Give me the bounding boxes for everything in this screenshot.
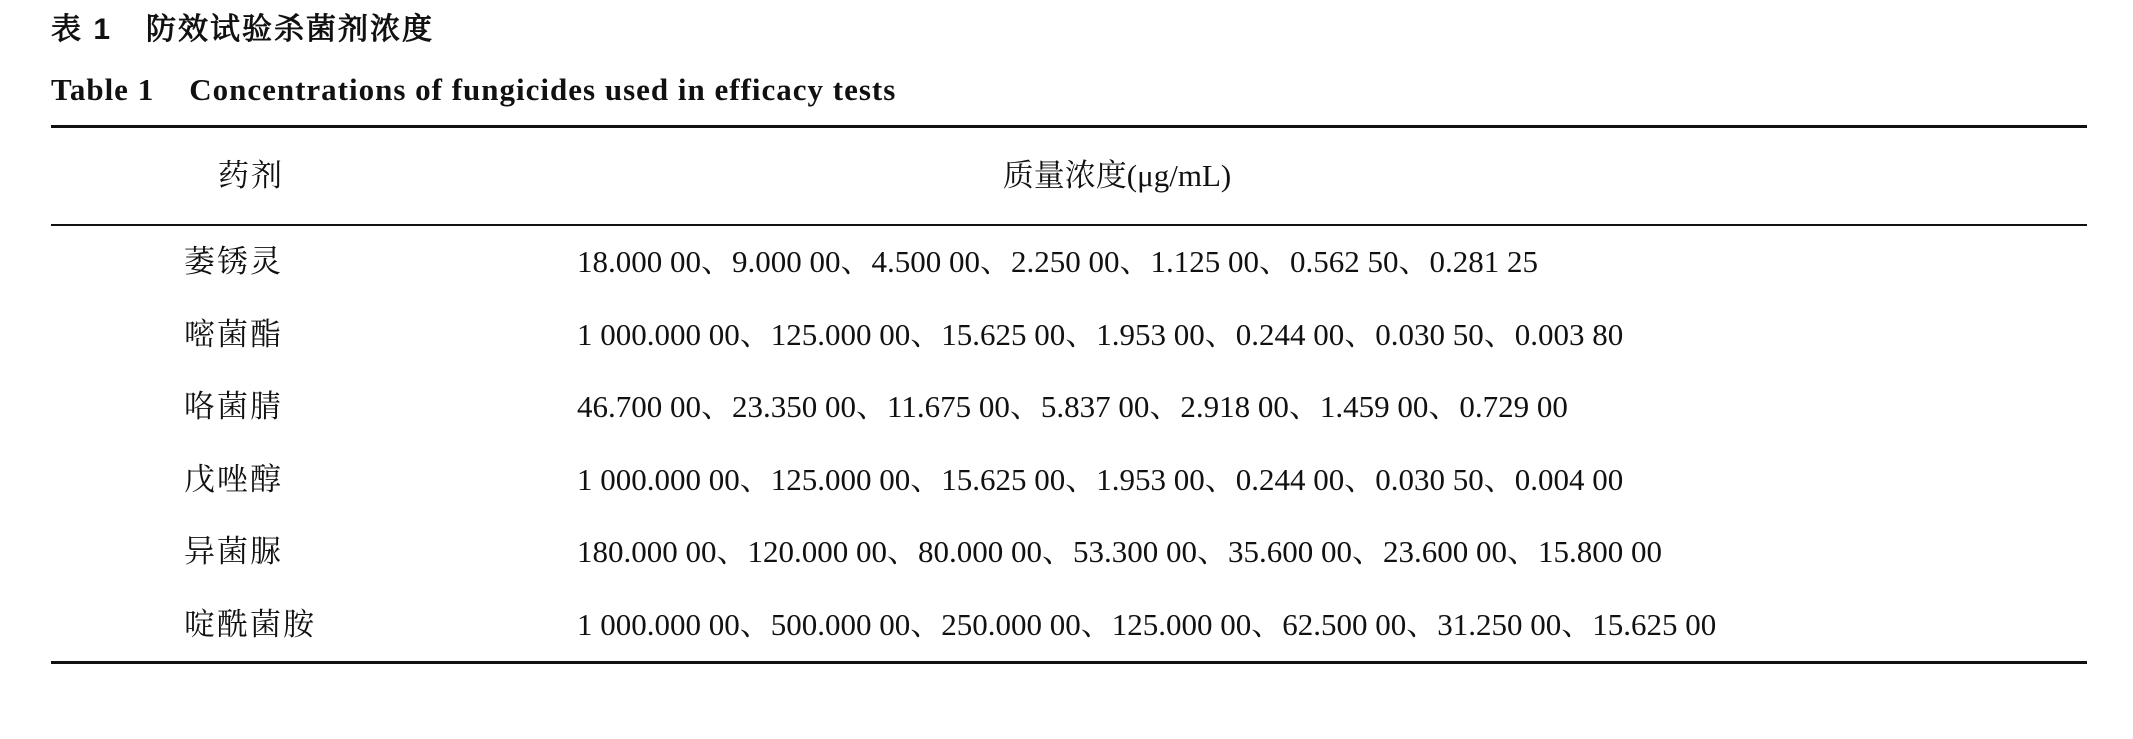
value-separator: 、 bbox=[1483, 316, 1515, 352]
concentration-cell bbox=[577, 299, 1623, 372]
concentration-value: 1 000.000 00 bbox=[577, 316, 740, 352]
concentration-value: 15.625 00 bbox=[941, 316, 1066, 352]
table-title-chinese: 防效试验杀菌剂浓度 bbox=[146, 13, 435, 46]
value-separator: 、 bbox=[1507, 534, 1538, 569]
column-header-fungicide: 药剂 bbox=[218, 158, 284, 193]
value-separator: 、 bbox=[1483, 461, 1515, 497]
value-separator: 、 bbox=[910, 316, 942, 352]
table-row bbox=[51, 516, 2087, 589]
table-caption-english bbox=[51, 72, 896, 108]
value-separator: 、 bbox=[1352, 534, 1383, 569]
concentration-value: 1.953 00 bbox=[1096, 461, 1205, 497]
concentration-value: 180.000 00 bbox=[577, 534, 717, 569]
value-separator: 、 bbox=[739, 461, 771, 497]
value-separator: 、 bbox=[1042, 534, 1073, 569]
concentration-value: 5.837 00 bbox=[1040, 389, 1150, 424]
concentration-value: 35.600 00 bbox=[1228, 534, 1352, 569]
value-separator: 、 bbox=[1344, 316, 1376, 352]
value-separator: 、 bbox=[1288, 389, 1320, 424]
concentration-value: 46.700 00 bbox=[577, 389, 701, 424]
concentration-value: 0.030 50 bbox=[1375, 461, 1484, 497]
concentration-value: 125.000 00 bbox=[1111, 606, 1252, 642]
value-separator: 、 bbox=[1204, 461, 1236, 497]
value-separator: 、 bbox=[887, 534, 918, 569]
concentration-value: 2.250 00 bbox=[1011, 244, 1120, 279]
concentration-value: 18.000 00 bbox=[577, 244, 701, 279]
table-label-chinese: 表 1 bbox=[51, 13, 113, 46]
value-separator: 、 bbox=[980, 244, 1011, 279]
table-row bbox=[51, 371, 2087, 444]
concentration-value: 31.250 00 bbox=[1437, 606, 1562, 642]
value-separator: 、 bbox=[1561, 606, 1593, 642]
value-separator: 、 bbox=[840, 244, 872, 279]
concentration-value: 23.350 00 bbox=[732, 389, 856, 424]
concentration-value: 9.000 00 bbox=[732, 244, 841, 279]
concentration-value: 0.004 00 bbox=[1514, 461, 1624, 497]
table-label-english: Table 1 bbox=[51, 72, 155, 107]
concentration-value: 4.500 00 bbox=[871, 244, 980, 279]
table-title-english: Concentrations of fungicides used in efficacy tests bbox=[189, 72, 897, 107]
concentration-value: 1.953 00 bbox=[1096, 316, 1205, 352]
table-row bbox=[51, 444, 2087, 517]
fungicide-name-cell: 戊唑醇 bbox=[184, 461, 283, 497]
concentration-value: 11.675 00 bbox=[887, 389, 1010, 424]
value-separator: 、 bbox=[1009, 389, 1041, 424]
concentration-value: 0.729 00 bbox=[1459, 389, 1568, 424]
value-separator: 、 bbox=[910, 606, 942, 642]
value-separator: 、 bbox=[739, 606, 771, 642]
concentration-value: 0.244 00 bbox=[1235, 316, 1345, 352]
table-body bbox=[51, 226, 2087, 661]
concentration-value: 2.918 00 bbox=[1180, 389, 1289, 424]
value-separator: 、 bbox=[1204, 316, 1236, 352]
concentration-cell bbox=[577, 589, 1716, 662]
table-row bbox=[51, 226, 2087, 299]
value-separator: 、 bbox=[856, 389, 887, 424]
value-separator: 、 bbox=[716, 534, 748, 569]
fungicide-name-cell: 啶酰菌胺 bbox=[184, 606, 316, 642]
value-separator: 、 bbox=[1065, 316, 1097, 352]
value-separator: 、 bbox=[910, 461, 942, 497]
fungicide-concentration-table bbox=[51, 125, 2087, 664]
concentration-value: 15.625 00 bbox=[1592, 606, 1717, 642]
value-separator: 、 bbox=[1428, 389, 1460, 424]
value-separator: 、 bbox=[1251, 606, 1283, 642]
concentration-value: 0.003 80 bbox=[1514, 316, 1624, 352]
concentration-value: 15.625 00 bbox=[941, 461, 1066, 497]
concentration-cell bbox=[577, 226, 1538, 299]
concentration-cell bbox=[577, 516, 1662, 589]
value-separator: 、 bbox=[1119, 244, 1151, 279]
fungicide-name-cell: 嘧菌酯 bbox=[184, 316, 283, 352]
fungicide-name-cell: 萎锈灵 bbox=[184, 244, 283, 279]
value-separator: 、 bbox=[1065, 461, 1097, 497]
value-separator: 、 bbox=[1197, 534, 1228, 569]
value-separator: 、 bbox=[701, 389, 732, 424]
concentration-value: 125.000 00 bbox=[770, 461, 911, 497]
concentration-cell bbox=[577, 371, 1568, 444]
column-header-concentration: 质量浓度(μg/mL) bbox=[1002, 158, 1232, 193]
concentration-value: 1 000.000 00 bbox=[577, 606, 740, 642]
table-row bbox=[51, 299, 2087, 372]
value-separator: 、 bbox=[1406, 606, 1438, 642]
value-separator: 、 bbox=[701, 244, 732, 279]
concentration-value: 0.244 00 bbox=[1235, 461, 1345, 497]
value-separator: 、 bbox=[1259, 244, 1290, 279]
concentration-value: 15.800 00 bbox=[1538, 534, 1662, 569]
concentration-value: 23.600 00 bbox=[1383, 534, 1507, 569]
value-separator: 、 bbox=[1080, 606, 1112, 642]
value-separator: 、 bbox=[1344, 461, 1376, 497]
value-separator: 、 bbox=[1398, 244, 1430, 279]
concentration-value: 53.300 00 bbox=[1073, 534, 1197, 569]
fungicide-name-cell: 异菌脲 bbox=[184, 534, 283, 569]
fungicide-name-cell: 咯菌腈 bbox=[184, 389, 283, 424]
concentration-value: 500.000 00 bbox=[770, 606, 911, 642]
concentration-value: 1.125 00 bbox=[1150, 244, 1259, 279]
value-separator: 、 bbox=[1149, 389, 1181, 424]
concentration-value: 1 000.000 00 bbox=[577, 461, 740, 497]
table-caption-chinese bbox=[51, 13, 434, 47]
value-separator: 、 bbox=[739, 316, 771, 352]
concentration-value: 1.459 00 bbox=[1319, 389, 1429, 424]
concentration-value: 0.562 50 bbox=[1290, 244, 1399, 279]
concentration-value: 80.000 00 bbox=[918, 534, 1042, 569]
table-header-row bbox=[51, 128, 2087, 226]
concentration-value: 250.000 00 bbox=[941, 606, 1081, 642]
concentration-value: 120.000 00 bbox=[747, 534, 887, 569]
concentration-cell bbox=[577, 444, 1623, 517]
concentration-value: 0.030 50 bbox=[1375, 316, 1484, 352]
concentration-value: 0.281 25 bbox=[1429, 244, 1538, 279]
table-row bbox=[51, 589, 2087, 662]
concentration-value: 125.000 00 bbox=[770, 316, 911, 352]
concentration-value: 62.500 00 bbox=[1282, 606, 1407, 642]
